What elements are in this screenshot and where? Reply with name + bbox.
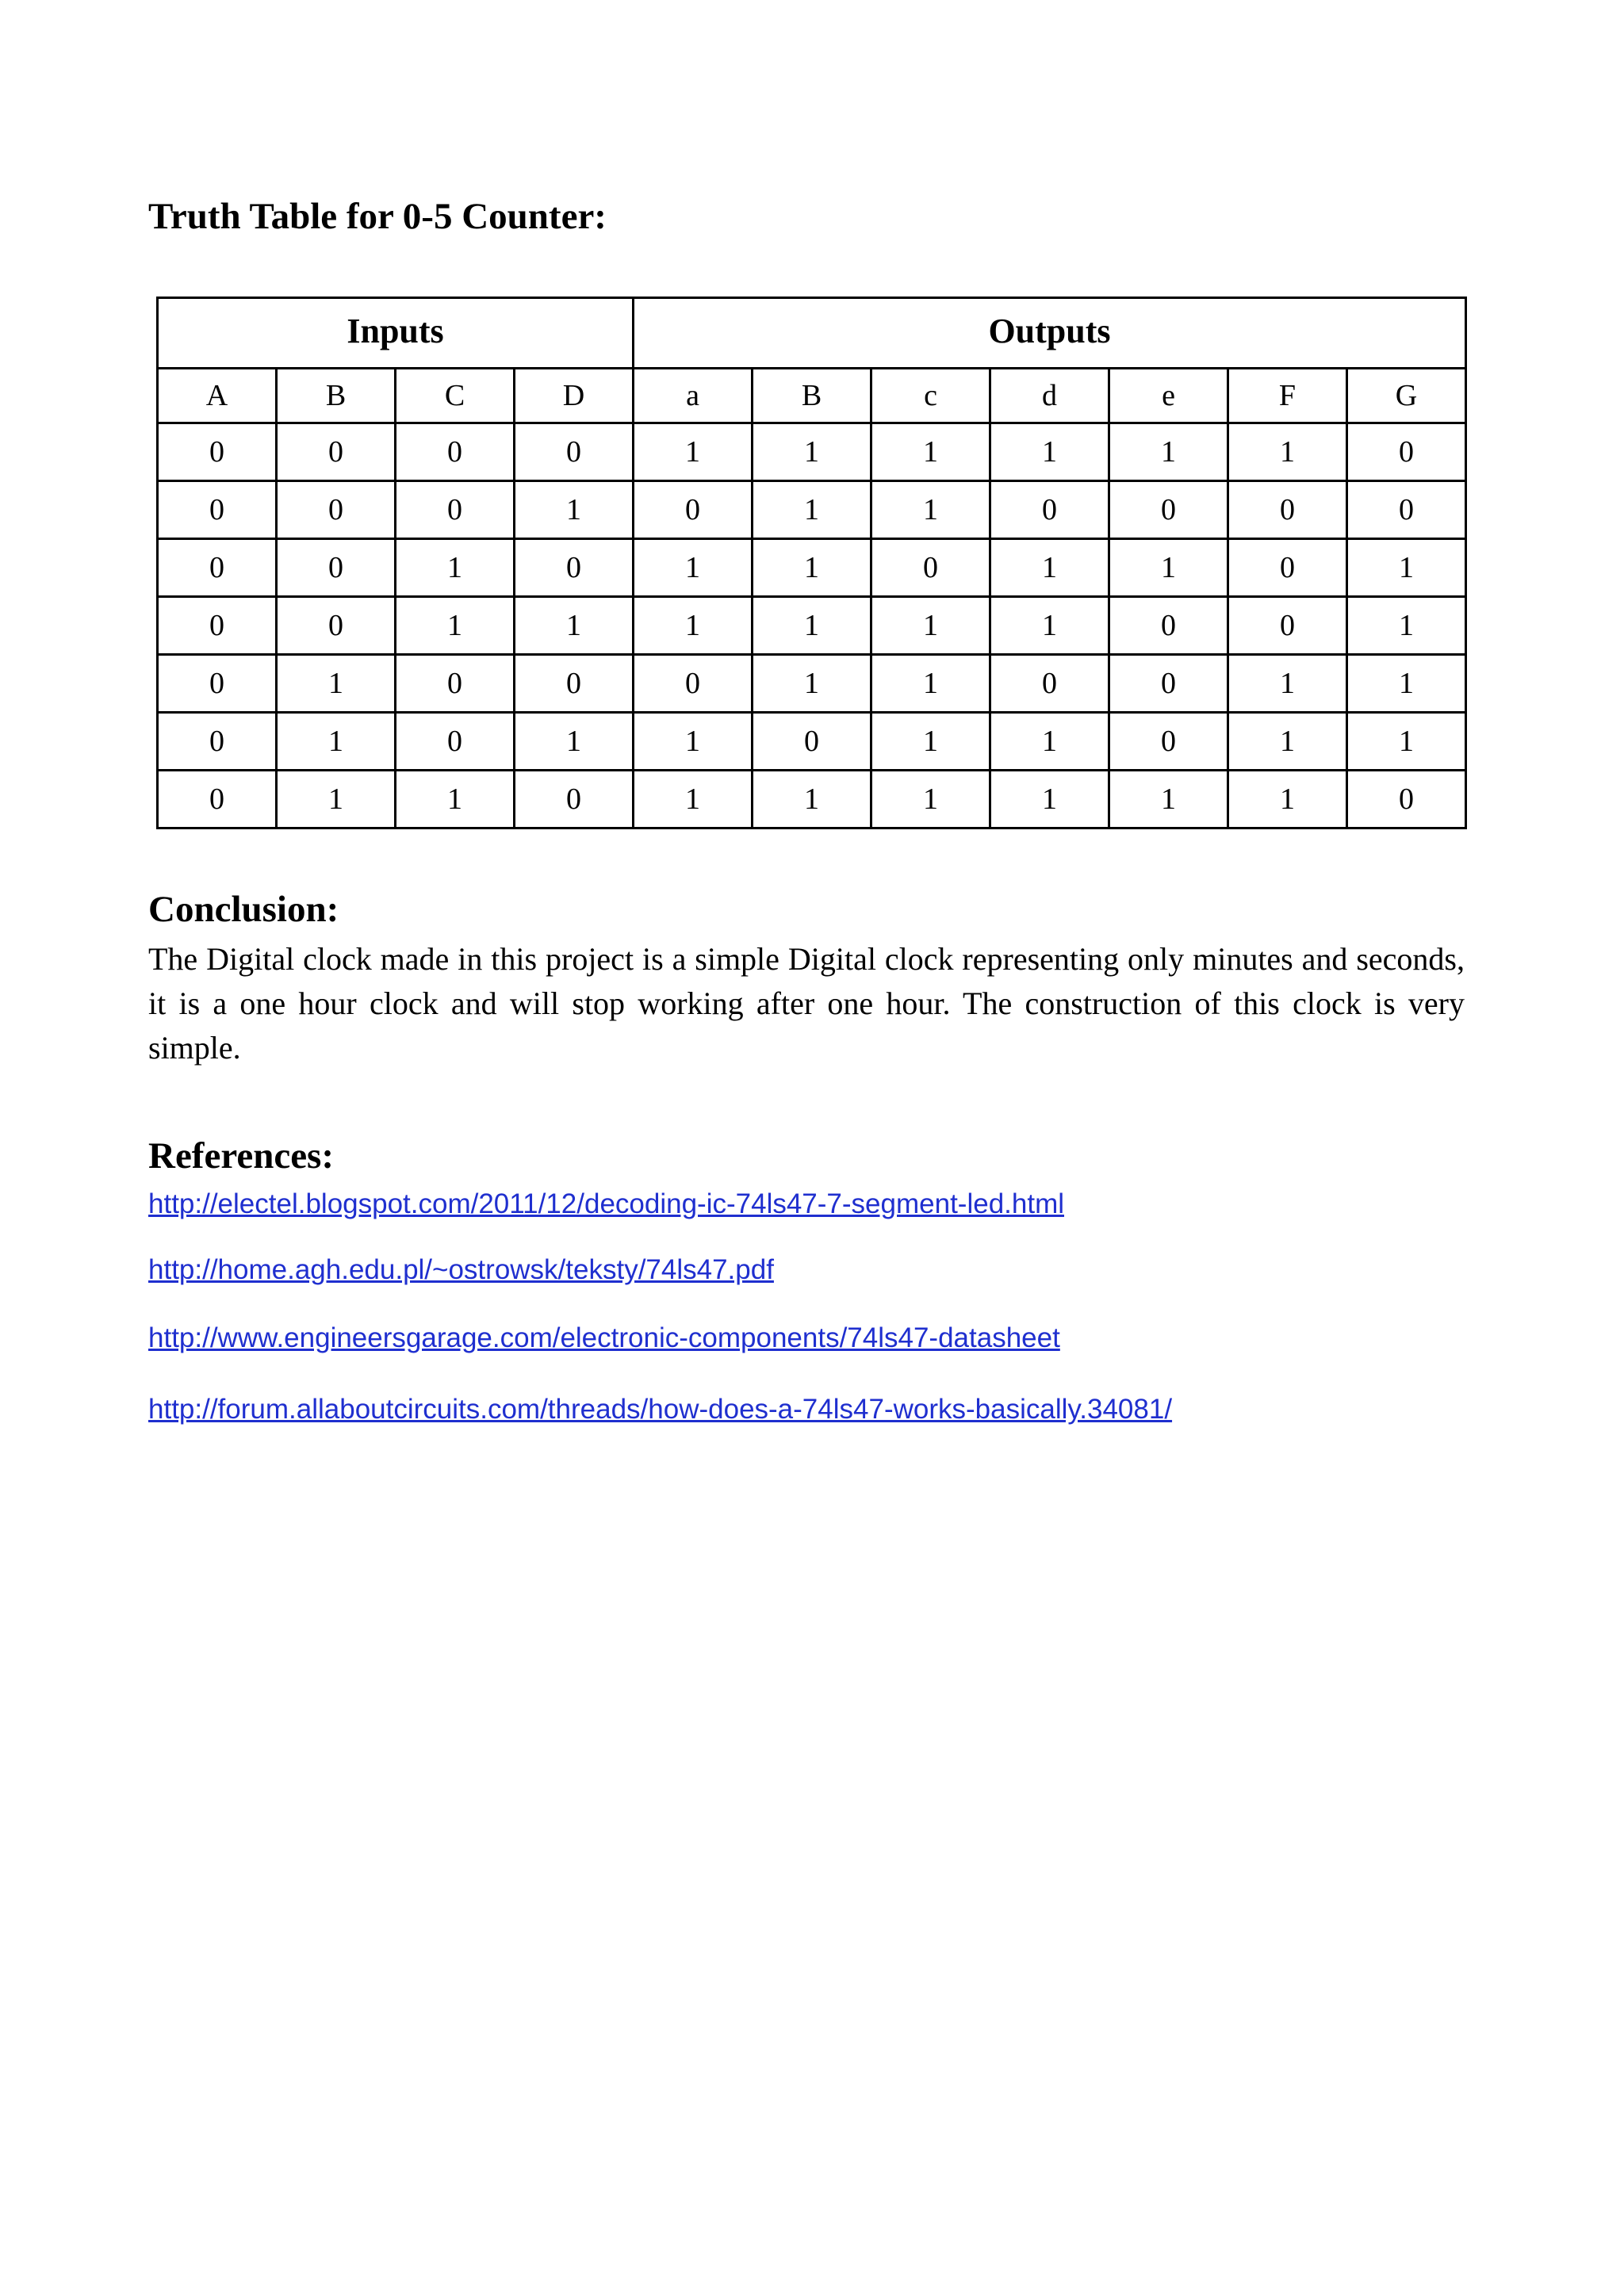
truth-table [156, 297, 1467, 829]
table-cell: 0 [158, 713, 277, 771]
table-cell: 0 [1228, 539, 1347, 597]
table-cell: 1 [753, 655, 871, 713]
table-cell: 1 [990, 539, 1109, 597]
table-cell: 0 [158, 423, 277, 481]
table-cell: 0 [515, 539, 634, 597]
truth-table-group-header-row [158, 298, 1466, 369]
table-cell: 0 [871, 539, 990, 597]
table-cell: 0 [277, 597, 396, 655]
table-cell: 0 [1109, 481, 1228, 539]
table-cell: 1 [990, 423, 1109, 481]
column-header: B [277, 369, 396, 423]
table-cell: 1 [753, 481, 871, 539]
table-cell: 1 [277, 655, 396, 713]
table-row [158, 597, 1466, 655]
table-cell: 1 [1228, 713, 1347, 771]
table-cell: 1 [1228, 423, 1347, 481]
column-header: B [753, 369, 871, 423]
table-cell: 1 [753, 771, 871, 828]
table-cell: 1 [515, 713, 634, 771]
table-cell: 0 [753, 713, 871, 771]
column-header: F [1228, 369, 1347, 423]
references-title: References: [148, 1135, 334, 1177]
table-cell: 1 [871, 771, 990, 828]
table-cell: 0 [158, 481, 277, 539]
table-row [158, 423, 1466, 481]
table-cell: 1 [871, 423, 990, 481]
table-cell: 1 [1228, 655, 1347, 713]
reference-link-1[interactable]: http://electel.blogspot.com/2011/12/decoding-ic-74ls47-7-segment-led.html [148, 1188, 1064, 1219]
table-cell: 0 [396, 423, 515, 481]
table-cell: 0 [1347, 771, 1466, 828]
table-cell: 0 [158, 539, 277, 597]
table-cell: 0 [277, 423, 396, 481]
table-cell: 0 [158, 771, 277, 828]
table-cell: 1 [1109, 771, 1228, 828]
table-cell: 1 [634, 713, 753, 771]
column-header: d [990, 369, 1109, 423]
table-cell: 1 [396, 539, 515, 597]
column-header: C [396, 369, 515, 423]
column-header: A [158, 369, 277, 423]
table-cell: 1 [1109, 423, 1228, 481]
table-cell: 0 [990, 655, 1109, 713]
reference-link-4[interactable]: http://forum.allaboutcircuits.com/threads/how-does-a-74ls47-works-basically.34081/ [148, 1394, 1173, 1425]
truth-table-column-header-row [158, 369, 1466, 423]
table-row [158, 539, 1466, 597]
table-cell: 1 [515, 481, 634, 539]
table-cell: 0 [515, 655, 634, 713]
table-cell: 0 [1347, 481, 1466, 539]
table-cell: 0 [158, 597, 277, 655]
table-cell: 1 [1347, 655, 1466, 713]
reference-link-3[interactable]: http://www.engineersgarage.com/electronic-components/74ls47-datasheet [148, 1322, 1060, 1353]
table-cell: 0 [515, 771, 634, 828]
table-cell: 1 [515, 597, 634, 655]
table-cell: 1 [871, 597, 990, 655]
table-cell: 0 [634, 481, 753, 539]
table-cell: 0 [396, 655, 515, 713]
table-cell: 0 [277, 481, 396, 539]
table-cell: 1 [990, 713, 1109, 771]
table-cell: 0 [396, 481, 515, 539]
table-cell: 1 [753, 539, 871, 597]
column-header: G [1347, 369, 1466, 423]
table-cell: 1 [753, 423, 871, 481]
column-header: D [515, 369, 634, 423]
table-cell: 0 [1109, 655, 1228, 713]
column-header: e [1109, 369, 1228, 423]
inputs-group-header: Inputs [158, 298, 634, 369]
table-cell: 1 [634, 423, 753, 481]
table-cell: 1 [1109, 539, 1228, 597]
table-cell: 1 [1347, 539, 1466, 597]
table-row [158, 713, 1466, 771]
column-header: c [871, 369, 990, 423]
table-cell: 1 [1228, 771, 1347, 828]
table-row [158, 655, 1466, 713]
table-cell: 1 [634, 771, 753, 828]
table-cell: 0 [277, 539, 396, 597]
table-cell: 1 [1347, 713, 1466, 771]
table-cell: 1 [753, 597, 871, 655]
table-cell: 0 [1228, 481, 1347, 539]
table-cell: 0 [990, 481, 1109, 539]
table-cell: 1 [634, 597, 753, 655]
table-cell: 1 [277, 771, 396, 828]
truth-table-title: Truth Table for 0-5 Counter: [148, 196, 607, 237]
table-cell: 0 [396, 713, 515, 771]
table-cell: 1 [1347, 597, 1466, 655]
table-cell: 1 [396, 771, 515, 828]
table-cell: 1 [990, 597, 1109, 655]
table-cell: 1 [634, 539, 753, 597]
table-cell: 0 [1109, 597, 1228, 655]
column-header: a [634, 369, 753, 423]
table-row [158, 771, 1466, 828]
table-cell: 1 [990, 771, 1109, 828]
table-cell: 1 [871, 655, 990, 713]
table-cell: 1 [871, 713, 990, 771]
conclusion-paragraph: The Digital clock made in this project is a simple Digital clock representing only minutes and seconds, it is a one hour clock and will stop working after one hour. The construction of this clock is very simple. [148, 941, 1465, 1066]
conclusion-title: Conclusion: [148, 889, 339, 930]
table-cell: 0 [634, 655, 753, 713]
table-cell: 0 [515, 423, 634, 481]
table-cell: 1 [396, 597, 515, 655]
outputs-group-header: Outputs [634, 298, 1466, 369]
reference-link-2[interactable]: http://home.agh.edu.pl/~ostrowsk/teksty/74ls47.pdf [148, 1254, 774, 1285]
table-cell: 1 [871, 481, 990, 539]
table-cell: 0 [1228, 597, 1347, 655]
truth-table-body [158, 423, 1466, 828]
table-cell: 0 [1347, 423, 1466, 481]
table-row [158, 481, 1466, 539]
table-cell: 1 [277, 713, 396, 771]
table-cell: 0 [158, 655, 277, 713]
table-cell: 0 [1109, 713, 1228, 771]
